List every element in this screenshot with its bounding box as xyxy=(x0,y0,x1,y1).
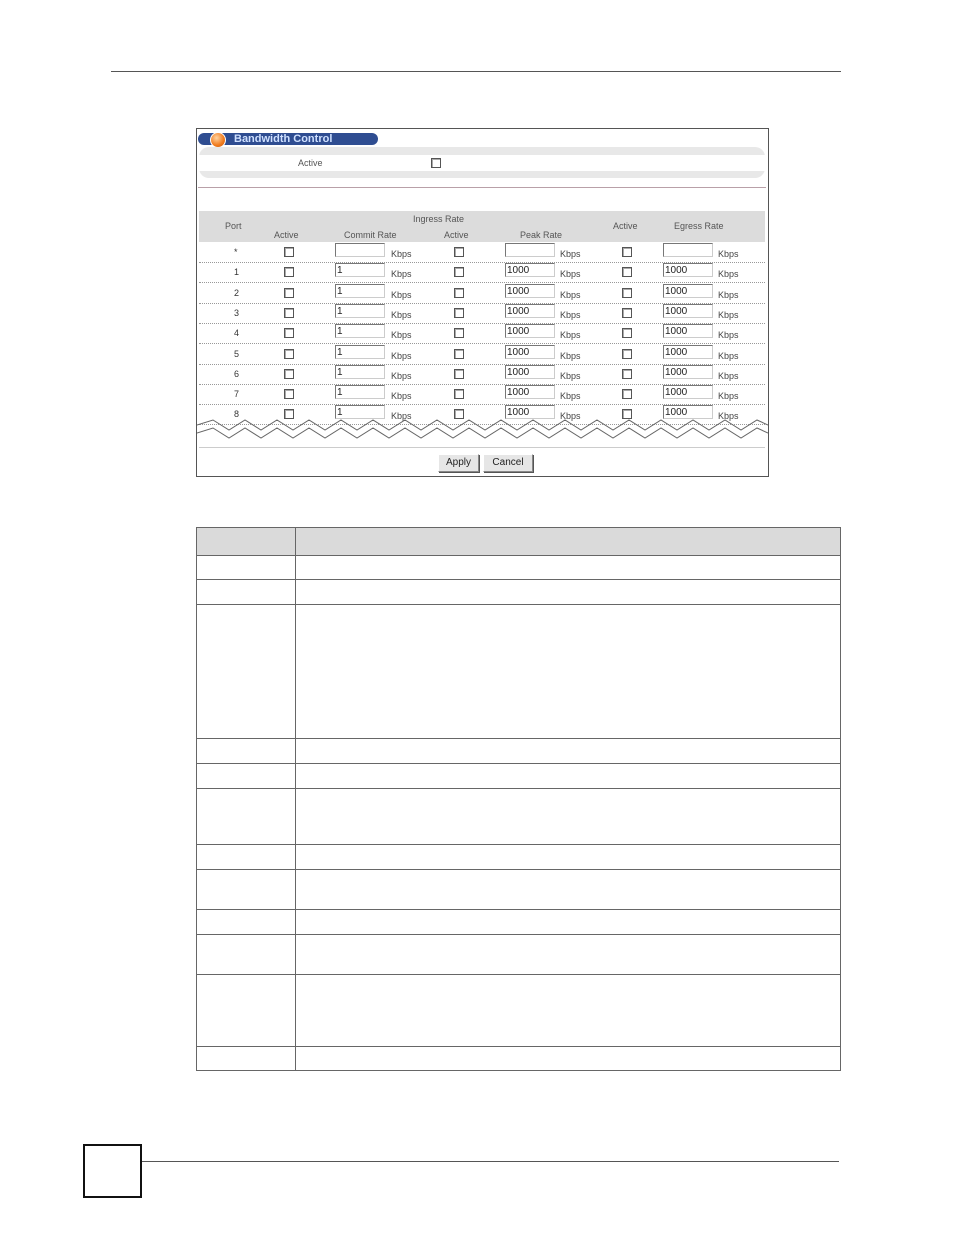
button-row xyxy=(199,447,765,476)
port-number: 2 xyxy=(234,287,240,298)
table-row xyxy=(199,303,765,324)
peak-active-checkbox[interactable] xyxy=(454,267,464,277)
egress-active-checkbox[interactable] xyxy=(622,308,632,318)
commit-rate-input[interactable]: 1 xyxy=(335,385,385,399)
table-row xyxy=(197,789,841,845)
table-row xyxy=(197,580,841,605)
peak-unit: Kbps xyxy=(560,370,581,381)
bandwidth-control-screen xyxy=(196,128,769,477)
header-peak-rate: Peak Rate xyxy=(520,230,563,240)
port-number: 4 xyxy=(234,328,240,339)
port-number: 6 xyxy=(234,368,240,379)
header-ingress-rate: Ingress Rate xyxy=(413,214,465,224)
section-divider xyxy=(198,187,766,188)
peak-unit: Kbps xyxy=(560,309,581,320)
commit-rate-input[interactable]: 1 xyxy=(335,405,385,419)
commit-rate-input[interactable]: 1 xyxy=(335,365,385,379)
commit-unit: Kbps xyxy=(391,330,412,341)
peak-rate-input[interactable]: 1000 xyxy=(505,263,555,277)
commit-unit: Kbps xyxy=(391,269,412,280)
commit-active-checkbox[interactable] xyxy=(284,349,294,359)
header-egress-rate: Egress Rate xyxy=(674,221,724,231)
table-row xyxy=(199,364,765,385)
page-number-box xyxy=(83,1144,142,1198)
header-active-1: Active xyxy=(274,230,299,240)
peak-active-checkbox[interactable] xyxy=(454,247,464,257)
egress-active-checkbox[interactable] xyxy=(622,247,632,257)
peak-rate-input[interactable]: 1000 xyxy=(505,405,555,419)
egress-unit: Kbps xyxy=(718,391,739,402)
egress-active-checkbox[interactable] xyxy=(622,369,632,379)
table-header xyxy=(199,211,765,242)
peak-unit: Kbps xyxy=(560,350,581,361)
egress-unit: Kbps xyxy=(718,370,739,381)
table-row xyxy=(199,283,765,304)
header-commit-rate: Commit Rate xyxy=(344,230,397,240)
commit-active-checkbox[interactable] xyxy=(284,389,294,399)
table-row xyxy=(197,935,841,975)
peak-active-checkbox[interactable] xyxy=(454,389,464,399)
commit-rate-input[interactable]: 1 xyxy=(335,324,385,338)
table-row xyxy=(199,242,765,263)
peak-rate-input[interactable]: 1000 xyxy=(505,365,555,379)
peak-rate-input[interactable]: 1000 xyxy=(505,385,555,399)
table-row xyxy=(199,344,765,365)
cancel-button[interactable]: Cancel xyxy=(483,454,533,472)
peak-rate-input[interactable]: 1000 xyxy=(505,284,555,298)
footer-rule xyxy=(140,1161,839,1162)
header-active-3: Active xyxy=(613,221,638,231)
peak-rate-input[interactable]: 1000 xyxy=(505,304,555,318)
table-row xyxy=(199,384,765,405)
peak-rate-input[interactable] xyxy=(505,243,555,257)
field-description-table xyxy=(196,527,841,1071)
egress-unit: Kbps xyxy=(718,330,739,341)
egress-unit: Kbps xyxy=(718,350,739,361)
egress-rate-input[interactable]: 1000 xyxy=(663,385,713,399)
port-number: 7 xyxy=(234,389,240,400)
global-active-checkbox[interactable] xyxy=(431,158,441,168)
commit-active-checkbox[interactable] xyxy=(284,288,294,298)
commit-unit: Kbps xyxy=(391,370,412,381)
commit-active-checkbox[interactable] xyxy=(284,308,294,318)
egress-active-checkbox[interactable] xyxy=(622,267,632,277)
apply-button[interactable]: Apply xyxy=(438,454,479,472)
port-number: * xyxy=(234,247,238,257)
commit-unit: Kbps xyxy=(391,391,412,402)
peak-active-checkbox[interactable] xyxy=(454,369,464,379)
commit-unit: Kbps xyxy=(391,249,412,259)
port-number: 1 xyxy=(234,267,240,278)
zigzag-line-2 xyxy=(197,428,768,438)
panel-title-tab xyxy=(198,133,378,145)
table-row xyxy=(197,910,841,935)
egress-unit: Kbps xyxy=(718,249,739,259)
peak-rate-input[interactable]: 1000 xyxy=(505,324,555,338)
egress-active-checkbox[interactable] xyxy=(622,328,632,338)
commit-unit: Kbps xyxy=(391,350,412,361)
peak-active-checkbox[interactable] xyxy=(454,328,464,338)
peak-unit: Kbps xyxy=(560,411,581,422)
egress-unit: Kbps xyxy=(718,411,739,422)
peak-active-checkbox[interactable] xyxy=(454,308,464,318)
table-row xyxy=(197,975,841,1047)
egress-unit: Kbps xyxy=(718,309,739,320)
egress-rate-input[interactable]: 1000 xyxy=(663,345,713,359)
port-number: 3 xyxy=(234,307,240,318)
header-rule xyxy=(111,71,841,72)
break-zigzag xyxy=(197,417,768,447)
global-active-label: Active xyxy=(298,158,323,168)
header-port: Port xyxy=(225,221,242,231)
egress-active-checkbox[interactable] xyxy=(622,389,632,399)
commit-rate-input[interactable]: 1 xyxy=(335,345,385,359)
commit-rate-input[interactable]: 1 xyxy=(335,263,385,277)
peak-unit: Kbps xyxy=(560,289,581,300)
commit-unit: Kbps xyxy=(391,289,412,300)
peak-rate-input[interactable]: 1000 xyxy=(505,345,555,359)
table-row xyxy=(197,739,841,764)
peak-unit: Kbps xyxy=(560,391,581,402)
panel-title: Bandwidth Control xyxy=(234,133,333,145)
table-row xyxy=(197,1047,841,1071)
peak-unit: Kbps xyxy=(560,249,581,259)
commit-unit: Kbps xyxy=(391,309,412,320)
egress-rate-input[interactable]: 1000 xyxy=(663,405,713,419)
table-row xyxy=(199,262,765,283)
peak-active-checkbox[interactable] xyxy=(454,288,464,298)
table-row xyxy=(197,556,841,580)
zigzag-line-1 xyxy=(197,420,768,430)
egress-rate-input[interactable]: 1000 xyxy=(663,324,713,338)
table-row xyxy=(197,605,841,739)
header-active-2: Active xyxy=(444,230,469,240)
egress-unit: Kbps xyxy=(718,289,739,300)
port-number: 8 xyxy=(234,409,240,420)
egress-rate-input[interactable]: 1000 xyxy=(663,365,713,379)
table-row xyxy=(199,323,765,344)
commit-unit: Kbps xyxy=(391,411,412,422)
commit-active-checkbox[interactable] xyxy=(284,369,294,379)
egress-rate-input[interactable]: 1000 xyxy=(663,284,713,298)
egress-rate-input[interactable] xyxy=(663,243,713,257)
global-active-band xyxy=(199,147,765,178)
commit-rate-input[interactable] xyxy=(335,243,385,257)
egress-active-checkbox[interactable] xyxy=(622,349,632,359)
table-row xyxy=(197,764,841,789)
egress-unit: Kbps xyxy=(718,269,739,280)
egress-rate-input[interactable]: 1000 xyxy=(663,263,713,277)
orange-bullet-icon xyxy=(210,132,226,148)
table-row xyxy=(197,845,841,870)
desc-header-row xyxy=(197,528,841,556)
egress-rate-input[interactable]: 1000 xyxy=(663,304,713,318)
commit-active-checkbox[interactable] xyxy=(284,328,294,338)
peak-unit: Kbps xyxy=(560,330,581,341)
commit-active-checkbox[interactable] xyxy=(284,247,294,257)
port-number: 5 xyxy=(234,348,240,359)
commit-rate-input[interactable]: 1 xyxy=(335,284,385,298)
commit-active-checkbox[interactable] xyxy=(284,267,294,277)
egress-active-checkbox[interactable] xyxy=(622,288,632,298)
table-row xyxy=(197,870,841,910)
peak-active-checkbox[interactable] xyxy=(454,349,464,359)
peak-unit: Kbps xyxy=(560,269,581,280)
commit-rate-input[interactable]: 1 xyxy=(335,304,385,318)
